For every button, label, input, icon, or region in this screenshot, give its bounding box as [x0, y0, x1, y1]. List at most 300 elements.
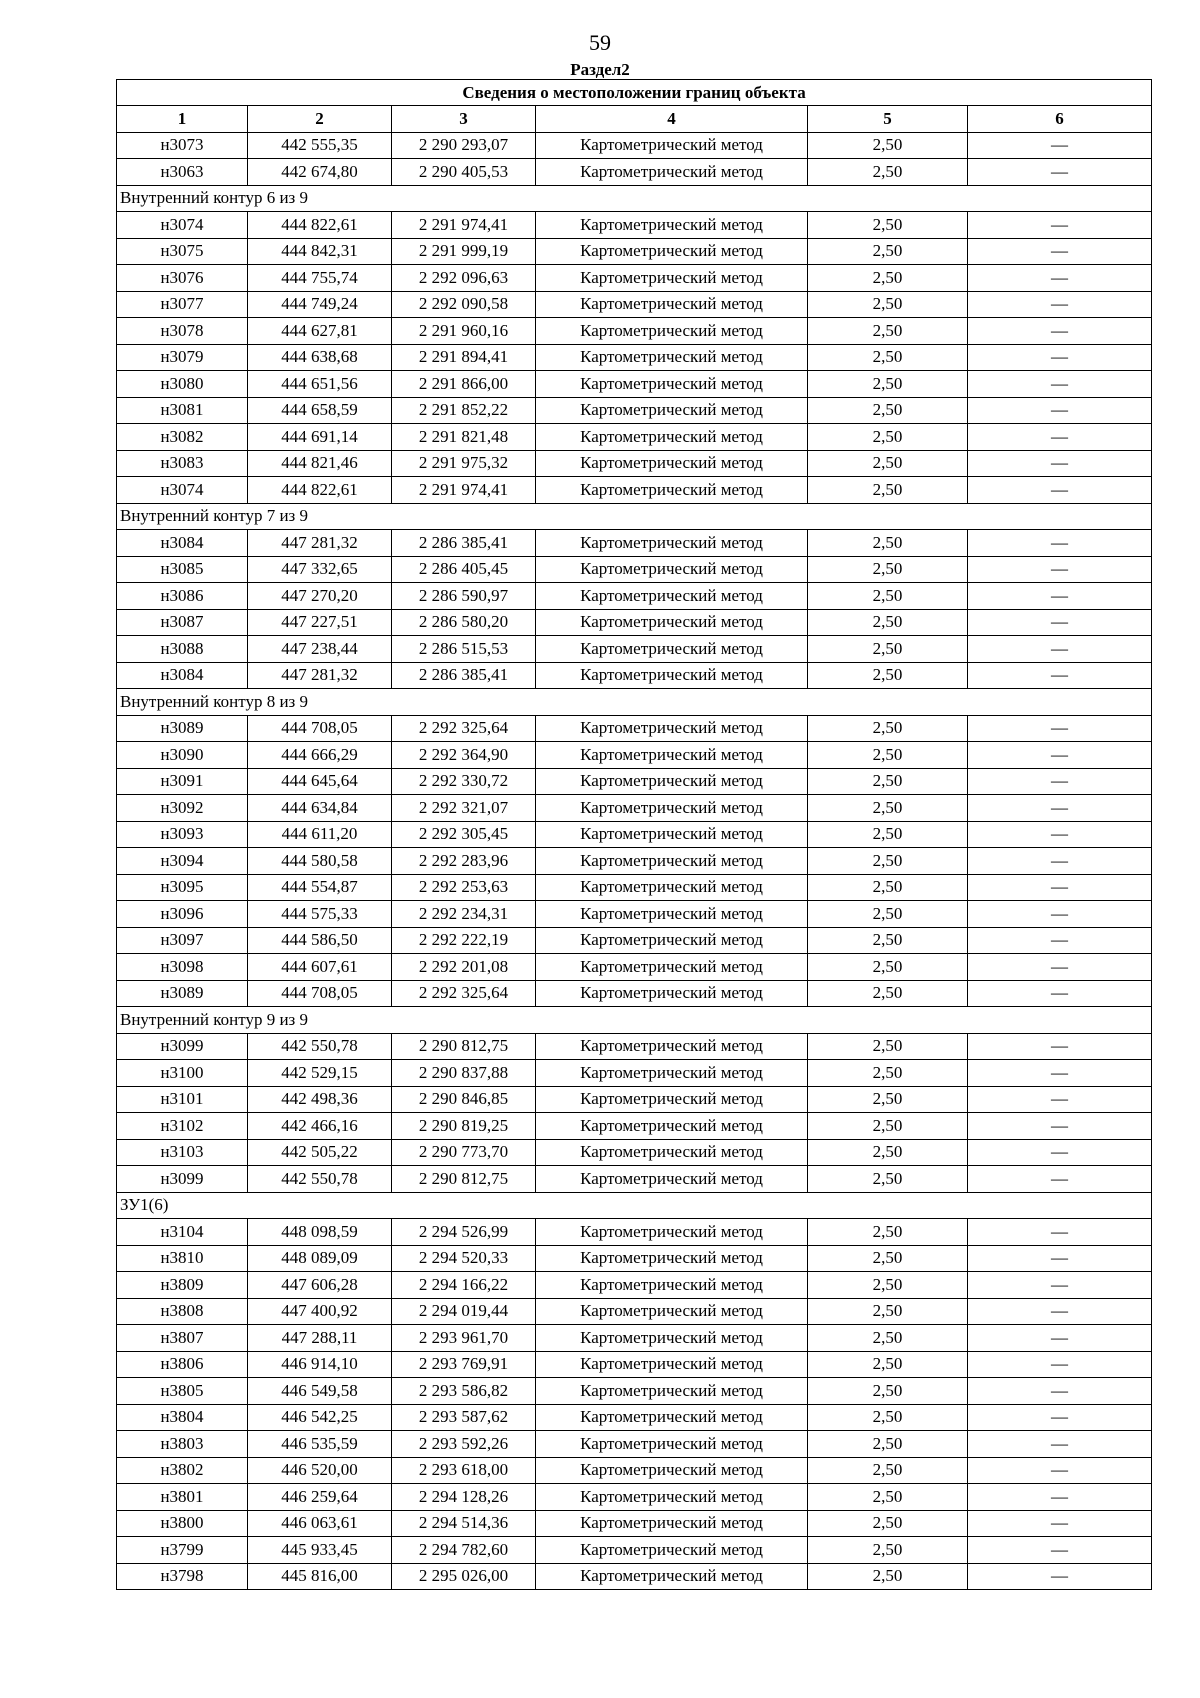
method-cell: Картометрический метод — [536, 1033, 808, 1060]
table-row — [117, 556, 1152, 583]
method-cell: Картометрический метод — [536, 1404, 808, 1431]
method-cell: Картометрический метод — [536, 530, 808, 557]
accuracy-cell: 2,50 — [808, 132, 968, 159]
table-row — [117, 1351, 1152, 1378]
note-cell: — — [968, 477, 1152, 504]
note-cell: — — [968, 132, 1152, 159]
x-coordinate-cell: 442 674,80 — [248, 159, 392, 186]
x-coordinate-cell: 444 755,74 — [248, 265, 392, 292]
accuracy-cell: 2,50 — [808, 318, 968, 345]
point-name-cell: н3104 — [117, 1219, 248, 1246]
point-name-cell: н3086 — [117, 583, 248, 610]
method-cell: Картометрический метод — [536, 291, 808, 318]
accuracy-cell: 2,50 — [808, 1431, 968, 1458]
point-name-cell: н3807 — [117, 1325, 248, 1352]
column-header-3: 3 — [392, 106, 536, 133]
x-coordinate-cell: 444 691,14 — [248, 424, 392, 451]
note-cell: — — [968, 980, 1152, 1007]
point-name-cell: н3094 — [117, 848, 248, 875]
note-cell: — — [968, 1272, 1152, 1299]
table-row — [117, 1563, 1152, 1590]
accuracy-cell: 2,50 — [808, 424, 968, 451]
contour-label: Внутренний контур 8 из 9 — [117, 689, 1152, 716]
table-row — [117, 1113, 1152, 1140]
x-coordinate-cell: 444 708,05 — [248, 980, 392, 1007]
x-coordinate-cell: 444 638,68 — [248, 344, 392, 371]
method-cell: Картометрический метод — [536, 265, 808, 292]
note-cell: — — [968, 874, 1152, 901]
table-row — [117, 1086, 1152, 1113]
accuracy-cell: 2,50 — [808, 1113, 968, 1140]
method-cell: Картометрический метод — [536, 556, 808, 583]
x-coordinate-cell: 446 520,00 — [248, 1457, 392, 1484]
y-coordinate-cell: 2 290 846,85 — [392, 1086, 536, 1113]
table-row — [117, 1298, 1152, 1325]
note-cell: — — [968, 583, 1152, 610]
x-coordinate-cell: 446 914,10 — [248, 1351, 392, 1378]
accuracy-cell: 2,50 — [808, 1484, 968, 1511]
table-caption-row — [117, 80, 1152, 106]
x-coordinate-cell: 444 651,56 — [248, 371, 392, 398]
note-cell: — — [968, 212, 1152, 239]
accuracy-cell: 2,50 — [808, 1086, 968, 1113]
point-name-cell: н3799 — [117, 1537, 248, 1564]
table-row — [117, 980, 1152, 1007]
y-coordinate-cell: 2 291 866,00 — [392, 371, 536, 398]
accuracy-cell: 2,50 — [808, 1060, 968, 1087]
table-row — [117, 1510, 1152, 1537]
y-coordinate-cell: 2 290 819,25 — [392, 1113, 536, 1140]
note-cell: — — [968, 1113, 1152, 1140]
point-name-cell: н3096 — [117, 901, 248, 928]
table-row — [117, 1457, 1152, 1484]
table-row — [117, 1033, 1152, 1060]
accuracy-cell: 2,50 — [808, 742, 968, 769]
table-row — [117, 1139, 1152, 1166]
point-name-cell: н3099 — [117, 1166, 248, 1193]
y-coordinate-cell: 2 291 960,16 — [392, 318, 536, 345]
accuracy-cell: 2,50 — [808, 795, 968, 822]
note-cell: — — [968, 1060, 1152, 1087]
accuracy-cell: 2,50 — [808, 1245, 968, 1272]
accuracy-cell: 2,50 — [808, 1219, 968, 1246]
note-cell: — — [968, 1484, 1152, 1511]
point-name-cell: н3083 — [117, 450, 248, 477]
accuracy-cell: 2,50 — [808, 954, 968, 981]
y-coordinate-cell: 2 293 618,00 — [392, 1457, 536, 1484]
x-coordinate-cell: 447 281,32 — [248, 530, 392, 557]
method-cell: Картометрический метод — [536, 1219, 808, 1246]
note-cell: — — [968, 397, 1152, 424]
method-cell: Картометрический метод — [536, 980, 808, 1007]
table-row — [117, 821, 1152, 848]
y-coordinate-cell: 2 290 405,53 — [392, 159, 536, 186]
table-row — [117, 424, 1152, 451]
x-coordinate-cell: 447 332,65 — [248, 556, 392, 583]
accuracy-cell: 2,50 — [808, 212, 968, 239]
point-name-cell: н3802 — [117, 1457, 248, 1484]
accuracy-cell: 2,50 — [808, 477, 968, 504]
note-cell: — — [968, 371, 1152, 398]
point-name-cell: н3084 — [117, 530, 248, 557]
accuracy-cell: 2,50 — [808, 1537, 968, 1564]
contour-label: Внутренний контур 9 из 9 — [117, 1007, 1152, 1034]
table-caption: Сведения о местоположении границ объекта — [117, 80, 1152, 106]
method-cell: Картометрический метод — [536, 1563, 808, 1590]
point-name-cell: н3075 — [117, 238, 248, 265]
note-cell: — — [968, 1537, 1152, 1564]
accuracy-cell: 2,50 — [808, 1457, 968, 1484]
y-coordinate-cell: 2 292 234,31 — [392, 901, 536, 928]
point-name-cell: н3092 — [117, 795, 248, 822]
x-coordinate-cell: 444 658,59 — [248, 397, 392, 424]
table-row — [117, 530, 1152, 557]
note-cell: — — [968, 159, 1152, 186]
section-title: Раздел2 — [570, 60, 630, 79]
note-cell: — — [968, 238, 1152, 265]
note-cell: — — [968, 768, 1152, 795]
note-cell: — — [968, 848, 1152, 875]
point-name-cell: н3090 — [117, 742, 248, 769]
column-header-2: 2 — [248, 106, 392, 133]
boundary-coordinates-table — [116, 79, 1152, 1590]
y-coordinate-cell: 2 294 019,44 — [392, 1298, 536, 1325]
method-cell: Картометрический метод — [536, 1537, 808, 1564]
point-name-cell: н3801 — [117, 1484, 248, 1511]
note-cell: — — [968, 954, 1152, 981]
y-coordinate-cell: 2 292 305,45 — [392, 821, 536, 848]
table-row — [117, 159, 1152, 186]
method-cell: Картометрический метод — [536, 1166, 808, 1193]
y-coordinate-cell: 2 286 580,20 — [392, 609, 536, 636]
method-cell: Картометрический метод — [536, 424, 808, 451]
method-cell: Картометрический метод — [536, 821, 808, 848]
note-cell: — — [968, 1086, 1152, 1113]
point-name-cell: н3098 — [117, 954, 248, 981]
table-row — [117, 636, 1152, 663]
table-row — [117, 318, 1152, 345]
accuracy-cell: 2,50 — [808, 1033, 968, 1060]
point-name-cell: н3808 — [117, 1298, 248, 1325]
accuracy-cell: 2,50 — [808, 1351, 968, 1378]
note-cell: — — [968, 1033, 1152, 1060]
y-coordinate-cell: 2 290 812,75 — [392, 1166, 536, 1193]
x-coordinate-cell: 447 400,92 — [248, 1298, 392, 1325]
method-cell: Картометрический метод — [536, 1484, 808, 1511]
x-coordinate-cell: 444 708,05 — [248, 715, 392, 742]
accuracy-cell: 2,50 — [808, 1404, 968, 1431]
note-cell: — — [968, 821, 1152, 848]
contour-heading-row — [117, 185, 1152, 212]
x-coordinate-cell: 442 505,22 — [248, 1139, 392, 1166]
x-coordinate-cell: 447 288,11 — [248, 1325, 392, 1352]
point-name-cell: н3100 — [117, 1060, 248, 1087]
point-name-cell: н3093 — [117, 821, 248, 848]
x-coordinate-cell: 446 542,25 — [248, 1404, 392, 1431]
contour-label: Внутренний контур 7 из 9 — [117, 503, 1152, 530]
y-coordinate-cell: 2 291 821,48 — [392, 424, 536, 451]
method-cell: Картометрический метод — [536, 795, 808, 822]
table-row — [117, 265, 1152, 292]
note-cell: — — [968, 1245, 1152, 1272]
accuracy-cell: 2,50 — [808, 583, 968, 610]
table-row — [117, 1484, 1152, 1511]
contour-label: Внутренний контур 6 из 9 — [117, 185, 1152, 212]
table-row — [117, 450, 1152, 477]
column-header-5: 5 — [808, 106, 968, 133]
table-row — [117, 1060, 1152, 1087]
accuracy-cell: 2,50 — [808, 980, 968, 1007]
method-cell: Картометрический метод — [536, 768, 808, 795]
method-cell: Картометрический метод — [536, 238, 808, 265]
table-row — [117, 1431, 1152, 1458]
method-cell: Картометрический метод — [536, 715, 808, 742]
x-coordinate-cell: 445 933,45 — [248, 1537, 392, 1564]
method-cell: Картометрический метод — [536, 1139, 808, 1166]
accuracy-cell: 2,50 — [808, 715, 968, 742]
point-name-cell: н3082 — [117, 424, 248, 451]
method-cell: Картометрический метод — [536, 318, 808, 345]
x-coordinate-cell: 442 550,78 — [248, 1033, 392, 1060]
point-name-cell: н3099 — [117, 1033, 248, 1060]
x-coordinate-cell: 445 816,00 — [248, 1563, 392, 1590]
y-coordinate-cell: 2 291 974,41 — [392, 212, 536, 239]
accuracy-cell: 2,50 — [808, 662, 968, 689]
method-cell: Картометрический метод — [536, 954, 808, 981]
method-cell: Картометрический метод — [536, 1245, 808, 1272]
x-coordinate-cell: 444 842,31 — [248, 238, 392, 265]
note-cell: — — [968, 1325, 1152, 1352]
accuracy-cell: 2,50 — [808, 821, 968, 848]
y-coordinate-cell: 2 292 222,19 — [392, 927, 536, 954]
y-coordinate-cell: 2 292 330,72 — [392, 768, 536, 795]
y-coordinate-cell: 2 290 773,70 — [392, 1139, 536, 1166]
x-coordinate-cell: 444 634,84 — [248, 795, 392, 822]
point-name-cell: н3089 — [117, 715, 248, 742]
method-cell: Картометрический метод — [536, 1325, 808, 1352]
y-coordinate-cell: 2 292 201,08 — [392, 954, 536, 981]
method-cell: Картометрический метод — [536, 609, 808, 636]
table-row — [117, 477, 1152, 504]
table-row — [117, 371, 1152, 398]
note-cell: — — [968, 450, 1152, 477]
note-cell: — — [968, 424, 1152, 451]
table-row — [117, 927, 1152, 954]
x-coordinate-cell: 442 498,36 — [248, 1086, 392, 1113]
x-coordinate-cell: 444 822,61 — [248, 212, 392, 239]
table-row — [117, 954, 1152, 981]
x-coordinate-cell: 444 611,20 — [248, 821, 392, 848]
y-coordinate-cell: 2 292 321,07 — [392, 795, 536, 822]
method-cell: Картометрический метод — [536, 742, 808, 769]
y-coordinate-cell: 2 292 090,58 — [392, 291, 536, 318]
method-cell: Картометрический метод — [536, 927, 808, 954]
table-row — [117, 795, 1152, 822]
table-row — [117, 212, 1152, 239]
note-cell: — — [968, 1510, 1152, 1537]
note-cell: — — [968, 901, 1152, 928]
y-coordinate-cell: 2 292 253,63 — [392, 874, 536, 901]
method-cell: Картометрический метод — [536, 636, 808, 663]
accuracy-cell: 2,50 — [808, 1325, 968, 1352]
point-name-cell: н3077 — [117, 291, 248, 318]
table-row — [117, 1378, 1152, 1405]
table-body — [117, 132, 1152, 1590]
y-coordinate-cell: 2 286 590,97 — [392, 583, 536, 610]
method-cell: Картометрический метод — [536, 901, 808, 928]
accuracy-cell: 2,50 — [808, 1378, 968, 1405]
x-coordinate-cell: 446 259,64 — [248, 1484, 392, 1511]
accuracy-cell: 2,50 — [808, 344, 968, 371]
table-row — [117, 662, 1152, 689]
table-row — [117, 742, 1152, 769]
y-coordinate-cell: 2 286 515,53 — [392, 636, 536, 663]
table-row — [117, 132, 1152, 159]
contour-heading-row — [117, 503, 1152, 530]
x-coordinate-cell: 444 627,81 — [248, 318, 392, 345]
x-coordinate-cell: 444 586,50 — [248, 927, 392, 954]
y-coordinate-cell: 2 292 096,63 — [392, 265, 536, 292]
y-coordinate-cell: 2 291 999,19 — [392, 238, 536, 265]
y-coordinate-cell: 2 292 364,90 — [392, 742, 536, 769]
table-row — [117, 848, 1152, 875]
note-cell: — — [968, 795, 1152, 822]
y-coordinate-cell: 2 294 782,60 — [392, 1537, 536, 1564]
x-coordinate-cell: 444 580,58 — [248, 848, 392, 875]
point-name-cell: н3102 — [117, 1113, 248, 1140]
point-name-cell: н3078 — [117, 318, 248, 345]
y-coordinate-cell: 2 292 283,96 — [392, 848, 536, 875]
accuracy-cell: 2,50 — [808, 530, 968, 557]
accuracy-cell: 2,50 — [808, 927, 968, 954]
method-cell: Картометрический метод — [536, 1086, 808, 1113]
note-cell: — — [968, 1139, 1152, 1166]
note-cell: — — [968, 556, 1152, 583]
table-row — [117, 1245, 1152, 1272]
x-coordinate-cell: 446 549,58 — [248, 1378, 392, 1405]
note-cell: — — [968, 1351, 1152, 1378]
accuracy-cell: 2,50 — [808, 636, 968, 663]
table-row — [117, 874, 1152, 901]
point-name-cell: н3074 — [117, 212, 248, 239]
contour-heading-row — [117, 1192, 1152, 1219]
y-coordinate-cell: 2 294 128,26 — [392, 1484, 536, 1511]
x-coordinate-cell: 447 227,51 — [248, 609, 392, 636]
table-row — [117, 1404, 1152, 1431]
y-coordinate-cell: 2 293 587,62 — [392, 1404, 536, 1431]
page-number: 59 — [589, 30, 611, 55]
accuracy-cell: 2,50 — [808, 397, 968, 424]
y-coordinate-cell: 2 293 769,91 — [392, 1351, 536, 1378]
note-cell: — — [968, 1457, 1152, 1484]
accuracy-cell: 2,50 — [808, 848, 968, 875]
x-coordinate-cell: 448 089,09 — [248, 1245, 392, 1272]
table-row — [117, 768, 1152, 795]
y-coordinate-cell: 2 286 385,41 — [392, 662, 536, 689]
table-row — [117, 397, 1152, 424]
y-coordinate-cell: 2 286 385,41 — [392, 530, 536, 557]
contour-heading-row — [117, 689, 1152, 716]
point-name-cell: н3800 — [117, 1510, 248, 1537]
accuracy-cell: 2,50 — [808, 1139, 968, 1166]
method-cell: Картометрический метод — [536, 212, 808, 239]
y-coordinate-cell: 2 291 894,41 — [392, 344, 536, 371]
y-coordinate-cell: 2 290 293,07 — [392, 132, 536, 159]
method-cell: Картометрический метод — [536, 159, 808, 186]
x-coordinate-cell: 444 822,61 — [248, 477, 392, 504]
point-name-cell: н3805 — [117, 1378, 248, 1405]
table-row — [117, 1166, 1152, 1193]
accuracy-cell: 2,50 — [808, 450, 968, 477]
note-cell: — — [968, 1563, 1152, 1590]
column-header-1: 1 — [117, 106, 248, 133]
y-coordinate-cell: 2 286 405,45 — [392, 556, 536, 583]
accuracy-cell: 2,50 — [808, 371, 968, 398]
x-coordinate-cell: 447 281,32 — [248, 662, 392, 689]
x-coordinate-cell: 447 606,28 — [248, 1272, 392, 1299]
point-name-cell: н3073 — [117, 132, 248, 159]
point-name-cell: н3063 — [117, 159, 248, 186]
table-row — [117, 583, 1152, 610]
note-cell: — — [968, 1298, 1152, 1325]
note-cell: — — [968, 1166, 1152, 1193]
y-coordinate-cell: 2 293 961,70 — [392, 1325, 536, 1352]
note-cell: — — [968, 265, 1152, 292]
note-cell: — — [968, 1431, 1152, 1458]
method-cell: Картометрический метод — [536, 1272, 808, 1299]
table-row — [117, 344, 1152, 371]
method-cell: Картометрический метод — [536, 662, 808, 689]
y-coordinate-cell: 2 293 592,26 — [392, 1431, 536, 1458]
contour-label: ЗУ1(6) — [117, 1192, 1152, 1219]
note-cell: — — [968, 1404, 1152, 1431]
accuracy-cell: 2,50 — [808, 556, 968, 583]
contour-heading-row — [117, 1007, 1152, 1034]
accuracy-cell: 2,50 — [808, 768, 968, 795]
note-cell: — — [968, 609, 1152, 636]
note-cell: — — [968, 344, 1152, 371]
x-coordinate-cell: 448 098,59 — [248, 1219, 392, 1246]
method-cell: Картометрический метод — [536, 1351, 808, 1378]
note-cell: — — [968, 715, 1152, 742]
note-cell: — — [968, 927, 1152, 954]
y-coordinate-cell: 2 291 974,41 — [392, 477, 536, 504]
y-coordinate-cell: 2 290 812,75 — [392, 1033, 536, 1060]
y-coordinate-cell: 2 294 166,22 — [392, 1272, 536, 1299]
method-cell: Картометрический метод — [536, 1060, 808, 1087]
table-row — [117, 1325, 1152, 1352]
note-cell: — — [968, 291, 1152, 318]
table-row — [117, 1537, 1152, 1564]
y-coordinate-cell: 2 294 526,99 — [392, 1219, 536, 1246]
point-name-cell: н3081 — [117, 397, 248, 424]
table-row — [117, 901, 1152, 928]
note-cell: — — [968, 1378, 1152, 1405]
y-coordinate-cell: 2 294 520,33 — [392, 1245, 536, 1272]
x-coordinate-cell: 444 749,24 — [248, 291, 392, 318]
accuracy-cell: 2,50 — [808, 901, 968, 928]
method-cell: Картометрический метод — [536, 397, 808, 424]
x-coordinate-cell: 442 466,16 — [248, 1113, 392, 1140]
accuracy-cell: 2,50 — [808, 265, 968, 292]
point-name-cell: н3076 — [117, 265, 248, 292]
note-cell: — — [968, 636, 1152, 663]
method-cell: Картометрический метод — [536, 1431, 808, 1458]
method-cell: Картометрический метод — [536, 1378, 808, 1405]
y-coordinate-cell: 2 293 586,82 — [392, 1378, 536, 1405]
point-name-cell: н3804 — [117, 1404, 248, 1431]
y-coordinate-cell: 2 290 837,88 — [392, 1060, 536, 1087]
